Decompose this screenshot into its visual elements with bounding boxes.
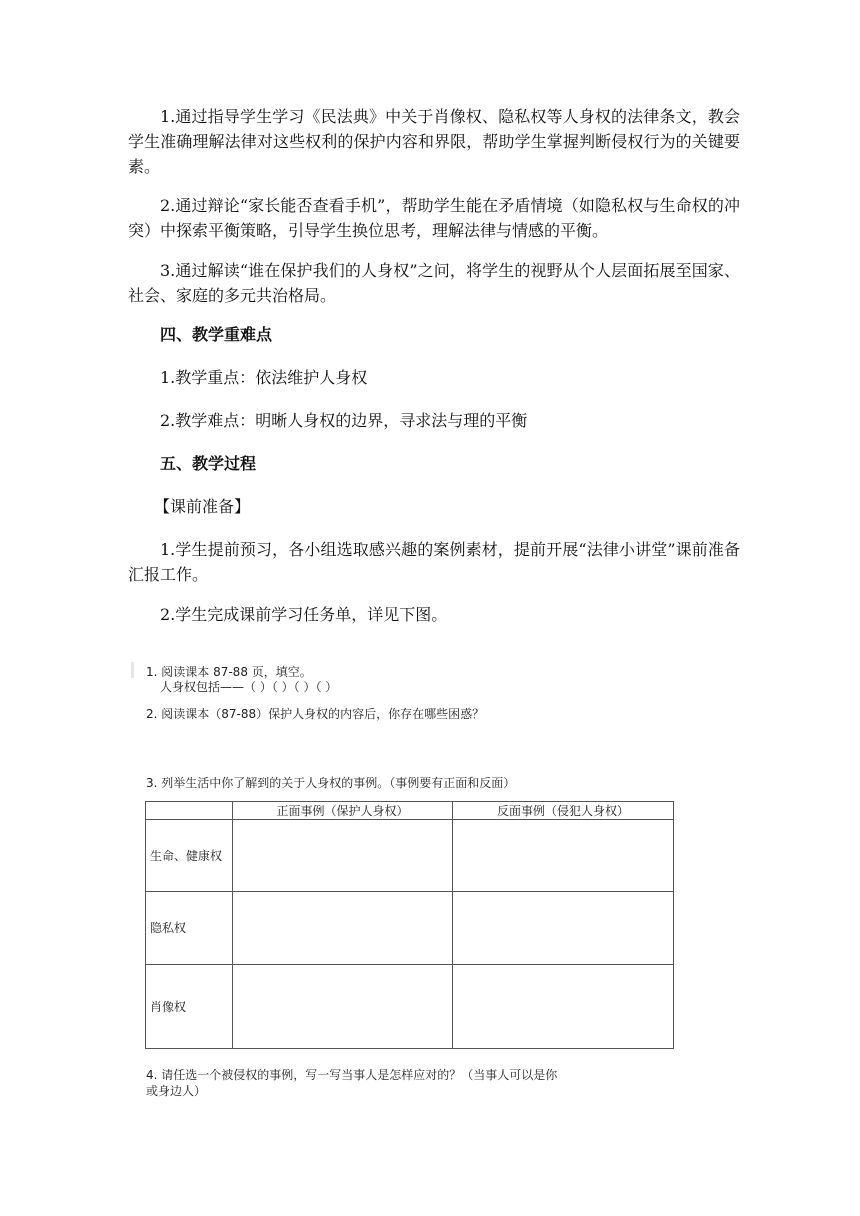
difficulty-item: 2.教学难点：明晰人身权的边界，寻求法与理的平衡 bbox=[160, 411, 528, 430]
row-label-portrait: 肖像权 bbox=[146, 965, 233, 1049]
table-cell-empty bbox=[233, 965, 453, 1049]
worksheet-table bbox=[145, 801, 674, 1049]
objective-1: 1.通过指导学生学习《民法典》中关于肖像权、隐私权等人身权的法律条文，教会学生准确理解法律对这些权利的保护内容和界限，帮助学生掌握判断侵权行为的关键要素。 bbox=[128, 107, 740, 176]
worksheet-question-4: 4. 请任选一个被侵权的事例，写一写当事人是怎样应对的？（当事人可以是你 bbox=[146, 1068, 558, 1082]
table-row bbox=[146, 892, 674, 965]
table-row bbox=[146, 820, 674, 892]
table-row bbox=[146, 965, 674, 1049]
table-header-cell: 正面事例（保护人身权） bbox=[233, 802, 453, 820]
key-point-item: 1.教学重点：依法维护人身权 bbox=[160, 368, 368, 387]
table-cell-empty bbox=[453, 820, 674, 892]
worksheet-question-2: 2. 阅读课本（87-88）保护人身权的内容后，你存在哪些困惑？ bbox=[146, 707, 485, 721]
table-cell-empty bbox=[453, 892, 674, 965]
row-label-privacy: 隐私权 bbox=[146, 892, 233, 965]
table-cell-empty bbox=[233, 820, 453, 892]
section-heading-key-points: 四、教学重难点 bbox=[160, 325, 273, 344]
objective-2: 2.通过辩论“家长能否查看手机”，帮助学生能在矛盾情境（如隐私权与生命权的冲突）中探索平衡策略，引导学生换位思考，理解法律与情感的平衡。 bbox=[128, 196, 740, 240]
worksheet-edge-mark bbox=[131, 662, 134, 678]
worksheet-question-3: 3. 列举生活中你了解到的关于人身权的事例。（事例要有正面和反面） bbox=[146, 776, 516, 790]
subheading-preparation: 【课前准备】 bbox=[154, 497, 251, 516]
table-cell-empty bbox=[233, 892, 453, 965]
objective-3: 3.通过解读“谁在保护我们的人身权”之问，将学生的视野从个人层面拓展至国家、社会、家庭的多元共治格局。 bbox=[128, 261, 740, 305]
preparation-item-2: 2.学生完成课前学习任务单，详见下图。 bbox=[160, 605, 448, 624]
table-header-row bbox=[146, 802, 674, 820]
section-heading-process: 五、教学过程 bbox=[160, 454, 257, 473]
worksheet-question-1-blanks: 人身权包括——（ ）（ ）（ ）（ ） bbox=[160, 680, 338, 694]
table-header-cell bbox=[146, 802, 233, 820]
worksheet-question-1: 1. 阅读课本 87-88 页，填空。 bbox=[146, 665, 312, 679]
table-cell-empty bbox=[453, 965, 674, 1049]
table-header-cell: 反面事例（侵犯人身权） bbox=[453, 802, 674, 820]
preparation-item-1: 1.学生提前预习，各小组选取感兴趣的案例素材，提前开展“法律小讲堂”课前准备汇报工作。 bbox=[128, 540, 740, 584]
row-label-life-health: 生命、健康权 bbox=[146, 820, 233, 892]
worksheet-question-4-cont: 或身边人） bbox=[146, 1084, 207, 1098]
